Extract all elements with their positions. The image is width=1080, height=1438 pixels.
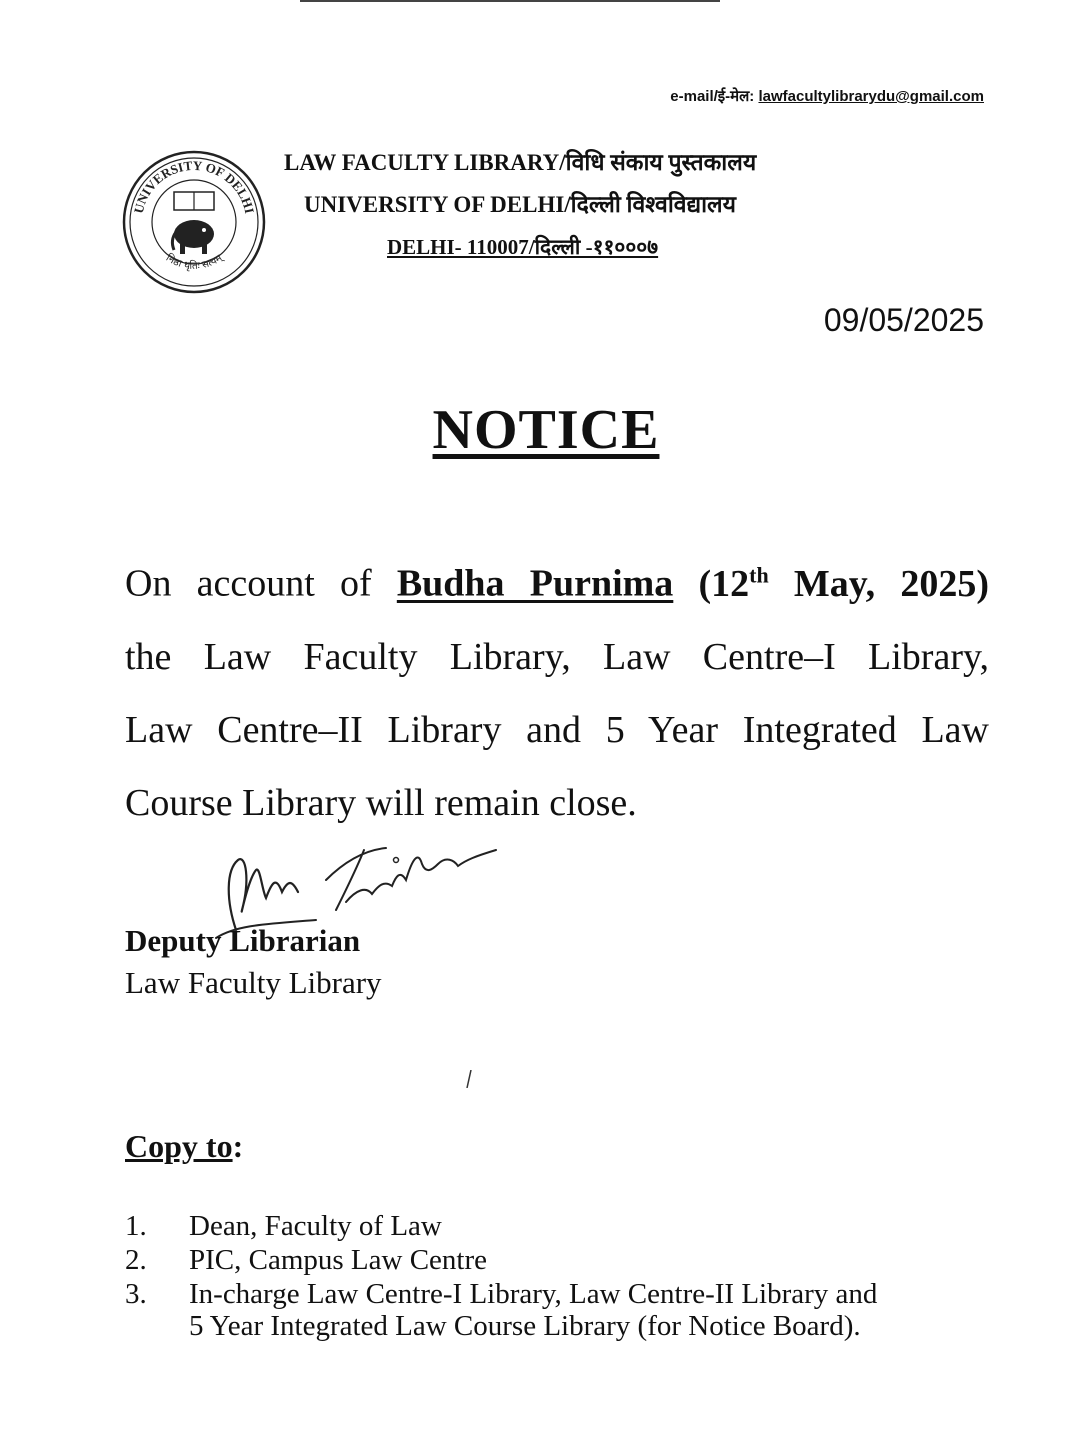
list-item-number: 2.	[125, 1244, 147, 1276]
list-item-number: 3.	[125, 1278, 147, 1310]
list-item	[125, 1244, 1005, 1276]
seal-bottom-text: निष्ठा धृतिः सत्यम्	[163, 252, 225, 272]
signatory-designation: Deputy Librarian	[125, 923, 361, 958]
copy-to-list	[125, 1210, 1005, 1344]
list-item-text-line-1: In-charge Law Centre-I Library, Law Centre-II Library and	[189, 1278, 878, 1310]
body-line-2: the Law Faculty Library, Law Centre–I Library,	[125, 635, 989, 678]
stray-mark	[466, 1070, 472, 1088]
body-line-1	[125, 538, 989, 621]
copy-to-heading	[125, 1128, 243, 1165]
letterhead-address: DELHI- 110007/दिल्ली -११०००७	[387, 235, 659, 259]
email-line	[670, 86, 984, 106]
body-line-3: Law Centre–II Library and 5 Year Integrated Law	[125, 708, 989, 751]
letterhead	[284, 142, 844, 268]
list-item	[125, 1210, 1005, 1242]
body-date-sup: th	[749, 562, 769, 587]
seal-top-text: UNIVERSITY OF DELHI	[130, 157, 258, 215]
copy-to-colon: :	[232, 1128, 244, 1164]
list-item-text: PIC, Campus Law Centre	[189, 1244, 488, 1276]
body-prefix: On account of	[125, 562, 372, 605]
body-date-open: (12	[698, 562, 750, 605]
list-item-text	[189, 1278, 1005, 1342]
notice-body	[125, 538, 989, 840]
svg-text:निष्ठा धृतिः सत्यम्	[164, 252, 226, 272]
notice-date: 09/05/2025	[823, 302, 984, 338]
notice-title: NOTICE	[432, 399, 660, 461]
list-item	[125, 1278, 1005, 1342]
signatory-office: Law Faculty Library	[125, 965, 382, 1000]
letterhead-library: LAW FACULTY LIBRARY/विधि संकाय पुस्तकालय	[284, 150, 757, 175]
top-scan-edge	[300, 0, 720, 2]
copy-to-label: Copy to	[125, 1128, 233, 1164]
body-occasion: Budha Purnima	[396, 562, 674, 605]
body-line-4: Course Library will remain close.	[125, 781, 637, 824]
list-item-text-line-2: 5 Year Integrated Law Course Library (for Notice Board).	[189, 1310, 861, 1342]
letterhead-university: UNIVERSITY OF DELHI/दिल्ली विश्वविद्यालय	[304, 192, 736, 217]
email-label: e-mail/ई-मेल:	[670, 88, 755, 105]
body-date-rest: May, 2025)	[793, 562, 990, 605]
university-seal-icon	[120, 148, 268, 296]
list-item-text: Dean, Faculty of Law	[189, 1210, 442, 1242]
signatory-block	[125, 920, 382, 1004]
email-address: lawfacultylibrarydu@gmail.com	[758, 88, 984, 105]
list-item-number: 1.	[125, 1210, 147, 1242]
